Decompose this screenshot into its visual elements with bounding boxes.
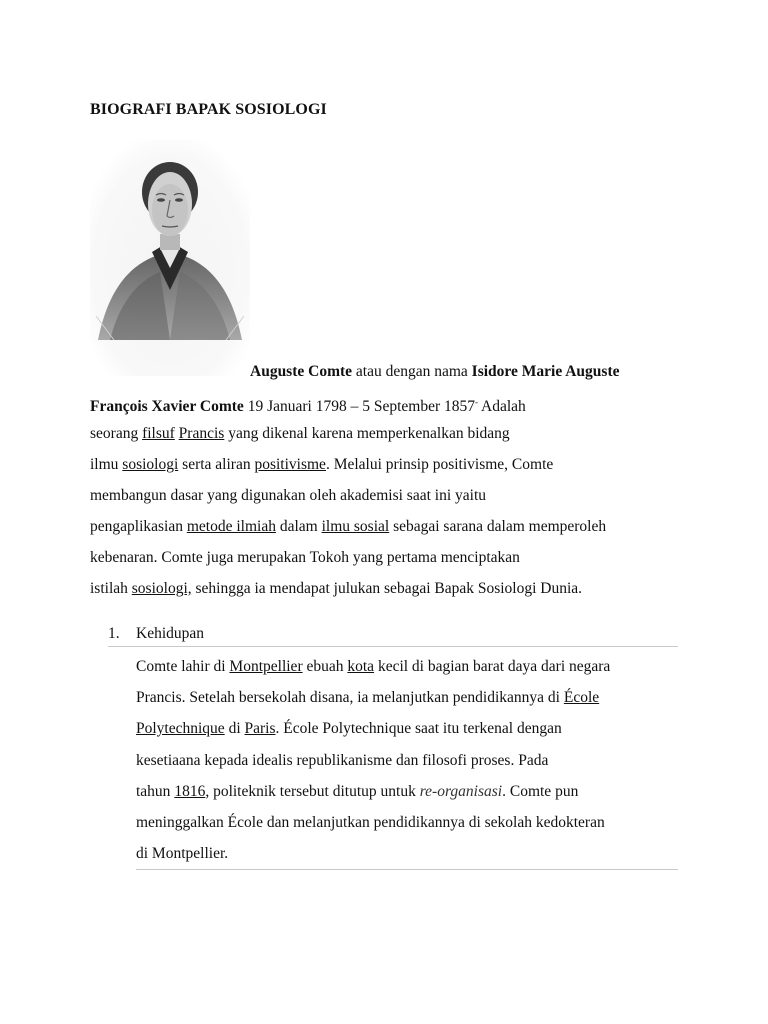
intro-line-2 [90, 387, 710, 418]
section-title: Kehidupan [136, 625, 205, 642]
intro-text: sebagai sarana dalam memperoleh [389, 518, 607, 535]
intro-text: dalam [275, 518, 322, 535]
intro-text: atau dengan nama [352, 363, 472, 380]
name-comte: Auguste Comte [250, 363, 353, 380]
link-polytechnique[interactable]: Polytechnique [136, 720, 225, 738]
link-sosiologi-2[interactable]: sosiologi, [131, 580, 192, 597]
document-title: BIOGRAFI BAPAK SOSIOLOGI [90, 101, 327, 118]
intro-paragraph [90, 356, 710, 604]
link-ecole[interactable]: École [563, 689, 600, 707]
intro-line-6 [90, 511, 710, 542]
intro-text: istilah [90, 580, 132, 597]
intro-text: yang dikenal karena memperkenalkan bidang [224, 425, 510, 442]
full-name-part-2: François Xavier Comte [90, 398, 244, 416]
body-text: Prancis. Setelah bersekolah disana, ia melanjutkan pendidikannya di [136, 689, 564, 707]
section-number: 1. [108, 625, 120, 642]
body-text: tahun [136, 782, 175, 800]
link-filsuf[interactable]: filsuf [142, 425, 175, 442]
intro-line-3 [90, 418, 710, 449]
body-line-4: kesetiaana kepada idealis republikanisme dan filosofi proses. Pada [136, 751, 549, 769]
portrait-image [90, 140, 250, 376]
intro-line-7: kebenaran. Comte juga merupakan Tokoh yang pertama menciptakan [90, 549, 520, 566]
superscript-mark: - [474, 397, 478, 407]
link-kota[interactable]: kota [347, 658, 375, 675]
link-montpellier[interactable]: Montpellier [229, 658, 303, 675]
birth-death-dates: 19 Januari 1798 – 5 September 1857 [243, 398, 475, 416]
body-text: . Comte pun [502, 782, 579, 800]
link-paris[interactable]: Paris [244, 720, 276, 738]
body-text: Comte lahir di [136, 658, 230, 675]
intro-text: serta aliran [178, 456, 255, 473]
section-list [108, 622, 678, 870]
body-line-6: meninggalkan École dan melanjutkan pendidikannya di sekolah kedokteran [136, 813, 605, 831]
body-line-1 [136, 651, 678, 682]
intro-text: . Melalui prinsip positivisme, Comte [325, 456, 554, 473]
body-line-3 [136, 713, 678, 744]
link-1816[interactable]: 1816 [174, 782, 206, 800]
full-name-part-1: Isidore Marie Auguste [471, 363, 620, 380]
reorganisasi-italic: re-organisasi [419, 782, 503, 800]
intro-line-8 [90, 573, 710, 604]
intro-text: Adalah [477, 398, 526, 416]
link-positivisme[interactable]: positivisme [254, 456, 326, 473]
intro-text: pengaplikasian [90, 518, 187, 535]
intro-line-1 [90, 356, 710, 387]
body-text: di [224, 720, 245, 738]
body-line-2 [136, 682, 678, 713]
intro-line-4 [90, 449, 710, 480]
intro-text: seorang [90, 425, 143, 442]
body-text: ebuah [302, 658, 348, 675]
intro-text: ilmu [90, 456, 123, 473]
link-sosiologi[interactable]: sosiologi [122, 456, 179, 473]
section-body [136, 651, 678, 870]
intro-text: sehingga ia mendapat julukan sebagai Bapak Sosiologi Dunia. [191, 580, 583, 597]
intro-line-5: membangun dasar yang digunakan oleh akademisi saat ini yaitu [90, 487, 486, 504]
body-line-5 [136, 776, 678, 807]
body-line-7: di Montpellier. [136, 845, 229, 863]
body-text: . École Polytechnique saat itu terkenal dengan [275, 720, 562, 738]
link-prancis[interactable]: Prancis [178, 425, 225, 442]
link-metode-ilmiah[interactable]: metode ilmiah [186, 518, 276, 535]
link-ilmu-sosial[interactable]: ilmu sosial [321, 518, 390, 535]
portrait-engraving-icon [90, 140, 250, 376]
body-text: , politeknik tersebut ditutup untuk [205, 782, 420, 800]
section-heading [108, 622, 678, 647]
body-text: kecil di bagian barat daya dari negara [374, 658, 611, 675]
